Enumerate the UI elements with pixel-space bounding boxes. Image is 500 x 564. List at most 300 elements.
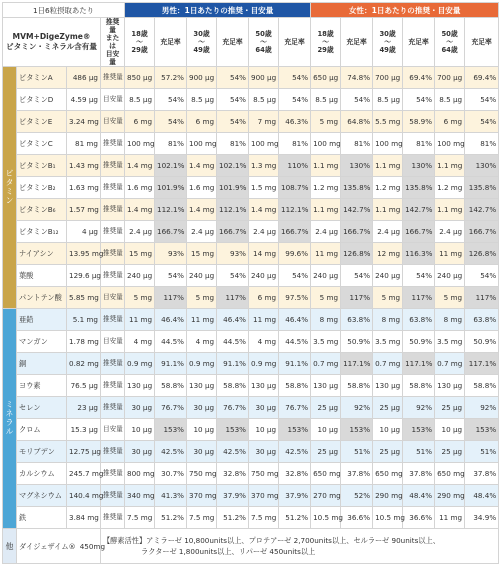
- recommended-amount: 240 μg: [373, 265, 403, 287]
- recommended-amount: 8.5 μg: [435, 89, 465, 111]
- recommended-amount: 5 mg: [125, 287, 155, 309]
- fill-rate: 91.1%: [155, 353, 187, 375]
- fill-rate: 76.7%: [217, 397, 249, 419]
- recommended-amount: 2.4 μg: [125, 221, 155, 243]
- fill-rate: 166.7%: [341, 221, 373, 243]
- nutrient-row: [3, 375, 499, 397]
- intake-type: 推奨量: [101, 375, 125, 397]
- recommended-amount: 6 mg: [187, 111, 217, 133]
- recommended-amount: 25 μg: [311, 397, 341, 419]
- fill-rate: 76.7%: [279, 397, 311, 419]
- recommended-amount: 25 μg: [373, 441, 403, 463]
- recommended-amount: 11 mg: [435, 507, 465, 529]
- enzyme-activity-note: [101, 529, 499, 564]
- age-group-header: 30歳 ～ 49歳: [373, 18, 403, 67]
- fill-rate: 74.8%: [341, 67, 373, 89]
- recommended-amount: 100 mg: [187, 133, 217, 155]
- fill-rate: 42.5%: [155, 441, 187, 463]
- recommended-amount: 3.5 mg: [435, 331, 465, 353]
- recommended-amount: 130 μg: [249, 375, 279, 397]
- nutrient-amount: 0.82 mg: [67, 353, 101, 375]
- recommended-amount: 340 mg: [125, 485, 155, 507]
- fill-rate: 63.8%: [341, 309, 373, 331]
- recommended-amount: 1.4 mg: [125, 155, 155, 177]
- fill-rate: 91.1%: [217, 353, 249, 375]
- recommended-amount: 30 μg: [249, 441, 279, 463]
- nutrient-row: [3, 67, 499, 89]
- nutrient-name: カルシウム: [17, 463, 67, 485]
- fill-rate: 166.7%: [403, 221, 435, 243]
- fill-rate: 54%: [403, 265, 435, 287]
- recommended-amount: 2.4 μg: [311, 221, 341, 243]
- fill-rate: 54%: [217, 265, 249, 287]
- nutrient-name: 亜鉛: [17, 309, 67, 331]
- digezyme-name: ダイジェザイム®: [19, 541, 76, 551]
- fill-rate: 153%: [341, 419, 373, 441]
- nutrient-amount: 12.75 μg: [67, 441, 101, 463]
- fill-rate: 54%: [155, 89, 187, 111]
- recommended-amount: 1.4 mg: [187, 199, 217, 221]
- fill-rate: 37.8%: [403, 463, 435, 485]
- fill-rate: 63.8%: [465, 309, 499, 331]
- fill-rate: 101.9%: [217, 177, 249, 199]
- nutrient-name: ナイアシン: [17, 243, 67, 265]
- type-column-header: 推奨量 または 目安量: [101, 18, 125, 67]
- fill-rate: 166.7%: [279, 221, 311, 243]
- recommended-amount: 10 μg: [125, 419, 155, 441]
- recommended-amount: 0.9 mg: [187, 353, 217, 375]
- intake-type: 推奨量: [101, 133, 125, 155]
- recommended-amount: 10 μg: [373, 419, 403, 441]
- age-group-header: 50歳 ～ 64歳: [249, 18, 279, 67]
- nutrient-name: ビタミンB₁₂: [17, 221, 67, 243]
- fill-rate: 63.8%: [403, 309, 435, 331]
- recommended-amount: 8.5 μg: [125, 89, 155, 111]
- fill-rate-header: 充足率: [217, 18, 249, 67]
- recommended-amount: 750 mg: [249, 463, 279, 485]
- recommended-amount: 4 mg: [187, 331, 217, 353]
- fill-rate: 166.7%: [217, 221, 249, 243]
- nutrient-name: マグネシウム: [17, 485, 67, 507]
- nutrient-name: モリブデン: [17, 441, 67, 463]
- fill-rate: 112.1%: [217, 199, 249, 221]
- nutrient-row: [3, 507, 499, 529]
- fill-rate: 58.8%: [465, 375, 499, 397]
- nutrient-row: [3, 265, 499, 287]
- other-category-label: 他: [3, 529, 17, 564]
- nutrient-name: ビタミンB₁: [17, 155, 67, 177]
- nutrient-name: ビタミンE: [17, 111, 67, 133]
- recommended-amount: 130 μg: [435, 375, 465, 397]
- fill-rate-header: 充足率: [403, 18, 435, 67]
- intake-type: 推奨量: [101, 463, 125, 485]
- recommended-amount: 1.5 mg: [249, 177, 279, 199]
- recommended-amount: 1.1 mg: [373, 199, 403, 221]
- nutrient-amount: 15.3 μg: [67, 419, 101, 441]
- nutrient-amount: 1.43 mg: [67, 155, 101, 177]
- fill-rate: 58.8%: [155, 375, 187, 397]
- recommended-amount: 7.5 mg: [249, 507, 279, 529]
- nutrient-row: [3, 397, 499, 419]
- nutrition-table: [2, 2, 499, 564]
- recommended-amount: 6 mg: [435, 111, 465, 133]
- nutrient-name: ビタミンB₂: [17, 177, 67, 199]
- recommended-amount: 11 mg: [249, 309, 279, 331]
- fill-rate: 166.7%: [465, 221, 499, 243]
- recommended-amount: 650 mg: [373, 463, 403, 485]
- fill-rate: 51%: [403, 441, 435, 463]
- recommended-amount: 1.4 mg: [187, 155, 217, 177]
- fill-rate: 37.9%: [279, 485, 311, 507]
- fill-rate: 117.1%: [341, 353, 373, 375]
- age-group-header: 18歳 ～ 29歳: [125, 18, 155, 67]
- recommended-amount: 25 μg: [435, 441, 465, 463]
- enzyme-note-line2: ラクターゼ 1,800units以上、リパーゼ 450units以上: [141, 547, 316, 556]
- nutrient-row: [3, 89, 499, 111]
- fill-rate: 54%: [465, 265, 499, 287]
- nutrient-name: ビタミンD: [17, 89, 67, 111]
- recommended-amount: 1.4 mg: [125, 199, 155, 221]
- fill-rate: 102.1%: [217, 155, 249, 177]
- fill-rate: 54%: [217, 111, 249, 133]
- recommended-amount: 240 μg: [249, 265, 279, 287]
- recommended-amount: 25 μg: [373, 397, 403, 419]
- fill-rate: 51%: [341, 441, 373, 463]
- nutrient-row: [3, 155, 499, 177]
- recommended-amount: 1.3 mg: [249, 155, 279, 177]
- fill-rate-header: 充足率: [279, 18, 311, 67]
- recommended-amount: 12 mg: [373, 243, 403, 265]
- fill-rate: 97.5%: [279, 287, 311, 309]
- fill-rate: 153%: [279, 419, 311, 441]
- nutrient-name: セレン: [17, 397, 67, 419]
- recommended-amount: 14 mg: [249, 243, 279, 265]
- intake-type: 推奨量: [101, 309, 125, 331]
- fill-rate: 51.2%: [279, 507, 311, 529]
- nutrient-name: マンガン: [17, 331, 67, 353]
- fill-rate: 52%: [341, 485, 373, 507]
- nutrient-name: ビタミンA: [17, 67, 67, 89]
- recommended-amount: 5.5 mg: [373, 111, 403, 133]
- nutrient-amount: 76.5 μg: [67, 375, 101, 397]
- recommended-amount: 30 μg: [125, 441, 155, 463]
- fill-rate: 51.2%: [217, 507, 249, 529]
- fill-rate: 54%: [341, 89, 373, 111]
- fill-rate: 135.8%: [341, 177, 373, 199]
- recommended-amount: 7 mg: [249, 111, 279, 133]
- fill-rate: 57.2%: [155, 67, 187, 89]
- fill-rate: 81%: [403, 133, 435, 155]
- recommended-amount: 7.5 mg: [125, 507, 155, 529]
- fill-rate: 166.7%: [155, 221, 187, 243]
- recommended-amount: 0.7 mg: [435, 353, 465, 375]
- nutrient-row: [3, 309, 499, 331]
- recommended-amount: 1.1 mg: [373, 155, 403, 177]
- fill-rate: 117%: [465, 287, 499, 309]
- recommended-amount: 5 mg: [435, 287, 465, 309]
- fill-rate: 102.1%: [155, 155, 187, 177]
- nutrient-row: [3, 441, 499, 463]
- fill-rate: 54%: [155, 265, 187, 287]
- recommended-amount: 240 μg: [435, 265, 465, 287]
- recommended-amount: 2.4 μg: [187, 221, 217, 243]
- fill-rate: 81%: [217, 133, 249, 155]
- recommended-amount: 650 μg: [311, 67, 341, 89]
- nutrient-amount: 3.84 mg: [67, 507, 101, 529]
- fill-rate: 153%: [217, 419, 249, 441]
- recommended-amount: 100 mg: [373, 133, 403, 155]
- recommended-amount: 11 mg: [187, 309, 217, 331]
- fill-rate: 46.4%: [155, 309, 187, 331]
- recommended-amount: 2.4 μg: [435, 221, 465, 243]
- intake-type: 推奨量: [101, 353, 125, 375]
- recommended-amount: 3.5 mg: [373, 331, 403, 353]
- nutrient-name: ビタミンC: [17, 133, 67, 155]
- recommended-amount: 100 mg: [311, 133, 341, 155]
- intake-type: 推奨量: [101, 265, 125, 287]
- nutrient-name: パントテン酸: [17, 287, 67, 309]
- fill-rate: 64.8%: [341, 111, 373, 133]
- nutrient-name: クロム: [17, 419, 67, 441]
- recommended-amount: 2.4 μg: [249, 221, 279, 243]
- fill-rate: 117%: [341, 287, 373, 309]
- recommended-amount: 15 mg: [125, 243, 155, 265]
- recommended-amount: 1.1 mg: [311, 199, 341, 221]
- fill-rate: 112.1%: [279, 199, 311, 221]
- fill-rate: 92%: [341, 397, 373, 419]
- recommended-amount: 1.1 mg: [311, 155, 341, 177]
- recommended-amount: 30 μg: [187, 441, 217, 463]
- fill-rate: 130%: [341, 155, 373, 177]
- recommended-amount: 650 mg: [311, 463, 341, 485]
- nutrient-row: [3, 485, 499, 507]
- recommended-amount: 8 mg: [311, 309, 341, 331]
- recommended-amount: 240 μg: [187, 265, 217, 287]
- product-title: MVM+DigeZyme® ビタミン・ミネラル含有量: [3, 18, 101, 67]
- fill-rate: 99.6%: [279, 243, 311, 265]
- fill-rate: 81%: [465, 133, 499, 155]
- fill-rate: 117.1%: [403, 353, 435, 375]
- nutrient-amount: 5.1 mg: [67, 309, 101, 331]
- fill-rate: 117%: [155, 287, 187, 309]
- recommended-amount: 1.6 mg: [187, 177, 217, 199]
- fill-rate: 126.8%: [341, 243, 373, 265]
- nutrient-amount: 1.78 mg: [67, 331, 101, 353]
- fill-rate: 37.8%: [465, 463, 499, 485]
- fill-rate: 93%: [155, 243, 187, 265]
- fill-rate: 54%: [465, 89, 499, 111]
- recommended-amount: 30 μg: [249, 397, 279, 419]
- recommended-amount: 700 μg: [435, 67, 465, 89]
- header-row-1: [3, 3, 499, 18]
- nutrient-amount: 245.7 mg: [67, 463, 101, 485]
- fill-rate: 51%: [465, 441, 499, 463]
- recommended-amount: 900 μg: [187, 67, 217, 89]
- recommended-amount: 1.4 mg: [249, 199, 279, 221]
- fill-rate: 130%: [403, 155, 435, 177]
- fill-rate: 153%: [155, 419, 187, 441]
- recommended-amount: 5 mg: [311, 111, 341, 133]
- fill-rate: 117.1%: [465, 353, 499, 375]
- nutrient-amount: 1.63 mg: [67, 177, 101, 199]
- recommended-amount: 5 mg: [187, 287, 217, 309]
- recommended-amount: 10 μg: [311, 419, 341, 441]
- fill-rate: 48.4%: [465, 485, 499, 507]
- dose-label: 1日6粒摂取あたり: [3, 3, 125, 18]
- recommended-amount: 0.7 mg: [311, 353, 341, 375]
- header-row-2: [3, 18, 499, 67]
- recommended-amount: 3.5 mg: [311, 331, 341, 353]
- intake-type: 目安量: [101, 331, 125, 353]
- mineral-category-label: [3, 309, 17, 529]
- recommended-amount: 0.9 mg: [125, 353, 155, 375]
- fill-rate: 42.5%: [279, 441, 311, 463]
- fill-rate: 101.9%: [155, 177, 187, 199]
- recommended-amount: 0.7 mg: [373, 353, 403, 375]
- fill-rate: 46.4%: [217, 309, 249, 331]
- fill-rate: 50.9%: [465, 331, 499, 353]
- fill-rate-header: 充足率: [341, 18, 373, 67]
- fill-rate: 116.3%: [403, 243, 435, 265]
- recommended-amount: 1.6 mg: [125, 177, 155, 199]
- fill-rate: 42.5%: [217, 441, 249, 463]
- recommended-amount: 290 mg: [373, 485, 403, 507]
- fill-rate: 76.7%: [155, 397, 187, 419]
- nutrient-row: [3, 111, 499, 133]
- fill-rate: 50.9%: [341, 331, 373, 353]
- nutrient-name: 銅: [17, 353, 67, 375]
- nutrient-row: [3, 419, 499, 441]
- recommended-amount: 10 μg: [435, 419, 465, 441]
- nutrient-row: [3, 287, 499, 309]
- fill-rate: 69.4%: [403, 67, 435, 89]
- recommended-amount: 8.5 μg: [311, 89, 341, 111]
- nutrient-name: ヨウ素: [17, 375, 67, 397]
- recommended-amount: 900 μg: [249, 67, 279, 89]
- fill-rate: 54%: [465, 111, 499, 133]
- fill-rate: 44.5%: [155, 331, 187, 353]
- recommended-amount: 11 mg: [435, 243, 465, 265]
- recommended-amount: 1.1 mg: [435, 199, 465, 221]
- fill-rate: 153%: [403, 419, 435, 441]
- recommended-amount: 100 mg: [125, 133, 155, 155]
- recommended-amount: 370 mg: [187, 485, 217, 507]
- nutrient-row: [3, 353, 499, 375]
- recommended-amount: 11 mg: [311, 243, 341, 265]
- recommended-amount: 700 μg: [373, 67, 403, 89]
- nutrient-amount: 129.6 μg: [67, 265, 101, 287]
- recommended-amount: 100 mg: [435, 133, 465, 155]
- fill-rate-header: 充足率: [465, 18, 499, 67]
- fill-rate: 36.6%: [403, 507, 435, 529]
- nutrient-name: 葉酸: [17, 265, 67, 287]
- recommended-amount: 650 mg: [435, 463, 465, 485]
- intake-type: 目安量: [101, 89, 125, 111]
- nutrient-row: [3, 133, 499, 155]
- intake-type: 目安量: [101, 287, 125, 309]
- fill-rate: 58.8%: [217, 375, 249, 397]
- recommended-amount: 30 μg: [125, 397, 155, 419]
- intake-type: 目安量: [101, 111, 125, 133]
- recommended-amount: 1.1 mg: [435, 155, 465, 177]
- nutrient-row: [3, 221, 499, 243]
- nutrient-name: ビタミンB₆: [17, 199, 67, 221]
- fill-rate: 93%: [217, 243, 249, 265]
- nutrient-amount: 1.57 mg: [67, 199, 101, 221]
- fill-rate: 54%: [279, 265, 311, 287]
- fill-rate: 91.1%: [279, 353, 311, 375]
- fill-rate: 69.4%: [465, 67, 499, 89]
- fill-rate: 44.5%: [217, 331, 249, 353]
- age-group-header: 30歳 ～ 49歳: [187, 18, 217, 67]
- fill-rate: 81%: [279, 133, 311, 155]
- nutrient-row: [3, 177, 499, 199]
- fill-rate: 32.8%: [217, 463, 249, 485]
- nutrient-amount: 3.24 mg: [67, 111, 101, 133]
- nutrient-amount: 4.59 μg: [67, 89, 101, 111]
- recommended-amount: 1.2 mg: [373, 177, 403, 199]
- intake-type: 推奨量: [101, 199, 125, 221]
- male-section-title: 男性：1日あたりの推奨・目安量: [125, 3, 311, 18]
- fill-rate: 110%: [279, 155, 311, 177]
- recommended-amount: 4 mg: [249, 331, 279, 353]
- mineral-category-label-text: ミネラル: [5, 399, 14, 436]
- nutrient-amount: 13.95 mg: [67, 243, 101, 265]
- nutrient-amount: 486 μg: [67, 67, 101, 89]
- fill-rate: 34.9%: [465, 507, 499, 529]
- fill-rate-header: 充足率: [155, 18, 187, 67]
- fill-rate: 142.7%: [465, 199, 499, 221]
- fill-rate: 58.8%: [341, 375, 373, 397]
- recommended-amount: 10 μg: [187, 419, 217, 441]
- fill-rate: 46.3%: [279, 111, 311, 133]
- recommended-amount: 8 mg: [435, 309, 465, 331]
- female-section-title: 女性：1日あたりの推奨・目安量: [311, 3, 499, 18]
- recommended-amount: 10 μg: [249, 419, 279, 441]
- recommended-amount: 5 mg: [373, 287, 403, 309]
- fill-rate: 36.6%: [341, 507, 373, 529]
- nutrient-row: [3, 463, 499, 485]
- recommended-amount: 240 μg: [311, 265, 341, 287]
- fill-rate: 58.8%: [403, 375, 435, 397]
- recommended-amount: 5 mg: [311, 287, 341, 309]
- fill-rate: 112.1%: [155, 199, 187, 221]
- recommended-amount: 750 mg: [187, 463, 217, 485]
- fill-rate: 50.9%: [403, 331, 435, 353]
- recommended-amount: 290 mg: [435, 485, 465, 507]
- recommended-amount: 8.5 μg: [373, 89, 403, 111]
- recommended-amount: 100 mg: [249, 133, 279, 155]
- fill-rate: 54%: [279, 89, 311, 111]
- fill-rate: 92%: [403, 397, 435, 419]
- nutrient-row: [3, 331, 499, 353]
- fill-rate: 41.3%: [155, 485, 187, 507]
- fill-rate: 117%: [217, 287, 249, 309]
- fill-rate: 142.7%: [403, 199, 435, 221]
- fill-rate: 37.9%: [217, 485, 249, 507]
- recommended-amount: 15 mg: [187, 243, 217, 265]
- recommended-amount: 30 μg: [187, 397, 217, 419]
- intake-type: 目安量: [101, 419, 125, 441]
- fill-rate: 153%: [465, 419, 499, 441]
- recommended-amount: 4 mg: [125, 331, 155, 353]
- nutrient-amount: 140.4 mg: [67, 485, 101, 507]
- fill-rate: 126.8%: [465, 243, 499, 265]
- recommended-amount: 0.9 mg: [249, 353, 279, 375]
- vitamin-category-label: [3, 67, 17, 309]
- recommended-amount: 1.2 mg: [435, 177, 465, 199]
- nutrient-name: 鉄: [17, 507, 67, 529]
